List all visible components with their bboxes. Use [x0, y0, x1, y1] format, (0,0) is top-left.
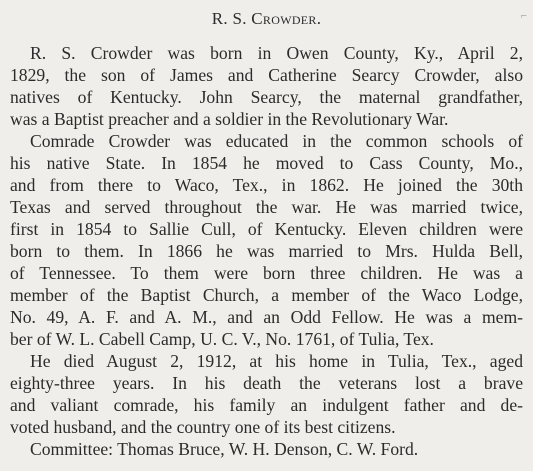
text-line: R. S. Crowder was born in Owen County, Ky., April 2,: [30, 43, 523, 63]
text-line: born to them. In 1866 he was married to Mrs. Hulda Bell,: [10, 241, 523, 261]
text-line: member of the Baptist Church, a member of the Waco Lodge,: [10, 285, 523, 305]
corner-mark: ⌐: [520, 10, 527, 22]
text-line: eighty-three years. In his death the veterans lost a brave: [10, 373, 523, 393]
text-line: ber of W. L. Cabell Camp, U. C. V., No. 1761, of Tulia, Tex.: [10, 329, 434, 349]
text-line: and from there to Waco, Tex., in 1862. He joined the 30th: [10, 175, 523, 195]
text-line: Texas and served throughout the war. He was married twice,: [10, 197, 523, 217]
article-heading: R. S. Crowder.: [211, 9, 322, 28]
text-line: his native State. In 1854 he moved to Cass County, Mo.,: [10, 153, 523, 173]
text-line: was a Baptist preacher and a soldier in the Revolutionary War.: [10, 109, 449, 129]
text-line: first in 1854 to Sallie Cull, of Kentucky. Eleven children were: [10, 219, 523, 239]
text-line: and valiant comrade, his family an indulgent father and de-: [10, 395, 523, 415]
text-line: Comrade Crowder was educated in the common schools of: [30, 131, 523, 151]
text-line: voted husband, and the country one of its best citizens.: [10, 417, 396, 437]
text-line: of Tennessee. To them were born three children. He was a: [10, 263, 523, 283]
text-line: natives of Kentucky. John Searcy, the maternal grandfather,: [10, 87, 523, 107]
committee-line: Committee: Thomas Bruce, W. H. Denson, C. W. Ford.: [30, 439, 419, 459]
text-line: No. 49, A. F. and A. M., and an Odd Fellow. He was a mem-: [10, 307, 523, 327]
text-line: 1829, the son of James and Catherine Searcy Crowder, also: [10, 65, 523, 85]
text-line: He died August 2, 1912, at his home in Tulia, Tex., aged: [30, 351, 523, 371]
